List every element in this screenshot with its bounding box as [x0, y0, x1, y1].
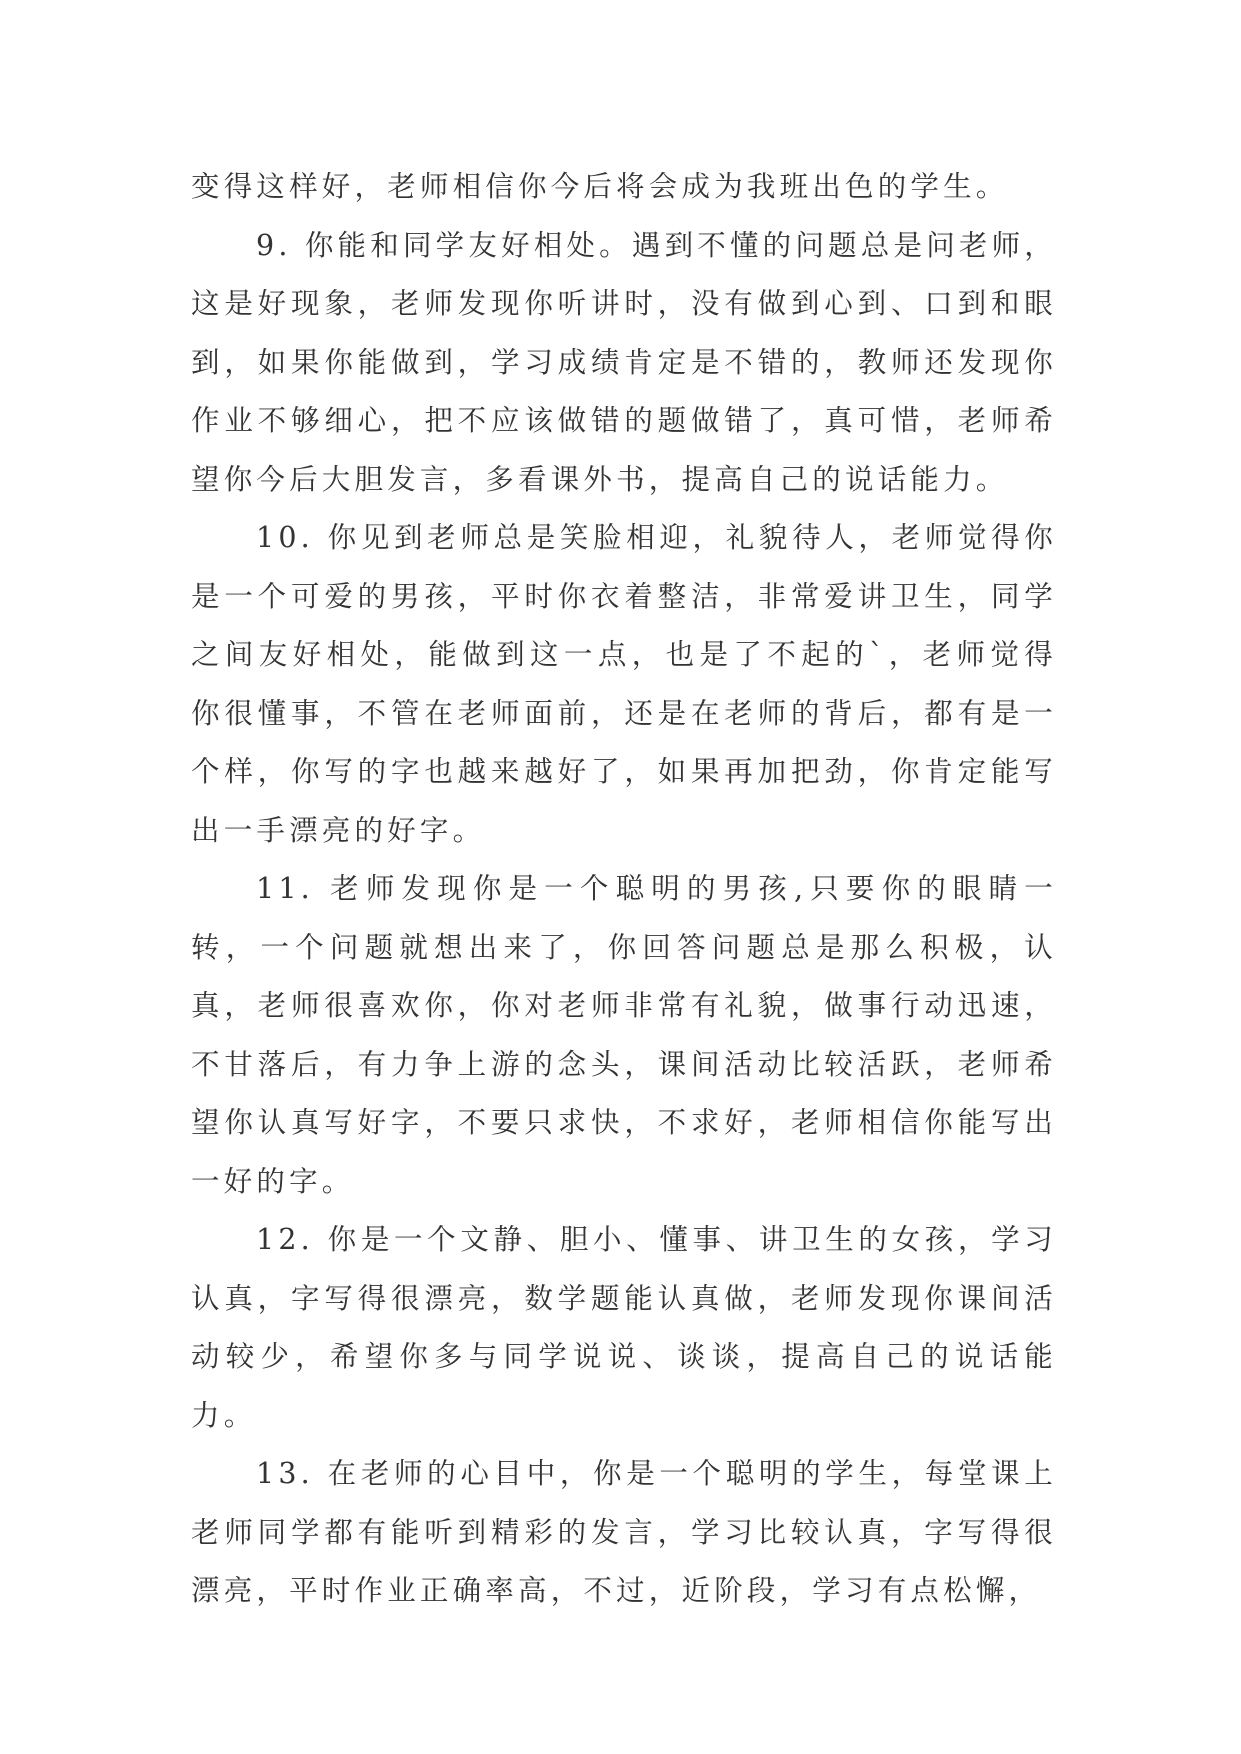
- paragraph-item-9: 9. 你能和同学友好相处。遇到不懂的问题总是问老师，这是好现象，老师发现你听讲时，没有做到心到、口到和眼到，如果你能做到，学习成绩肯定是不错的，教师还发现你作业不够细心，把不应该做错的题做错了，真可惜，老师希望你今后大胆发言，多看课外书，提高自己的说话能力。: [191, 228, 1057, 496]
- document-body: [191, 158, 1057, 1621]
- paragraph-item-11: 11. 老师发现你是一个聪明的男孩,只要你的眼睛一转，一个问题就想出来了，你回答问题总是那么积极，认真，老师很喜欢你，你对老师非常有礼貌，做事行动迅速，不甘落后，有力争上游的念头，课间活动比较活跃，老师希望你认真写好字，不要只求快，不求好，老师相信你能写出一好的字。: [191, 872, 1057, 1198]
- paragraph-item-10: 10. 你见到老师总是笑脸相迎，礼貌待人，老师觉得你是一个可爱的男孩，平时你衣着整洁，非常爱讲卫生，同学之间友好相处，能做到这一点，也是了不起的`，老师觉得你很懂事，不管在老师面前，还是在老师的背后，都有是一个样，你写的字也越来越好了，如果再加把劲，你肯定能写出一手漂亮的好字。: [191, 521, 1057, 847]
- paragraph-item-13: 13. 在老师的心目中，你是一个聪明的学生，每堂课上老师同学都有能听到精彩的发言，学习比较认真，字写得很漂亮，平时作业正确率高，不过，近阶段，学习有点松懈，: [191, 1457, 1057, 1607]
- paragraph-continuation: 变得这样好，老师相信你今后将会成为我班出色的学生。: [191, 170, 1009, 203]
- paragraph-item-12: 12. 你是一个文静、胆小、懂事、讲卫生的女孩，学习认真，字写得很漂亮，数学题能认真做，老师发现你课间活动较少，希望你多与同学说说、谈谈，提高自己的说话能力。: [191, 1223, 1057, 1432]
